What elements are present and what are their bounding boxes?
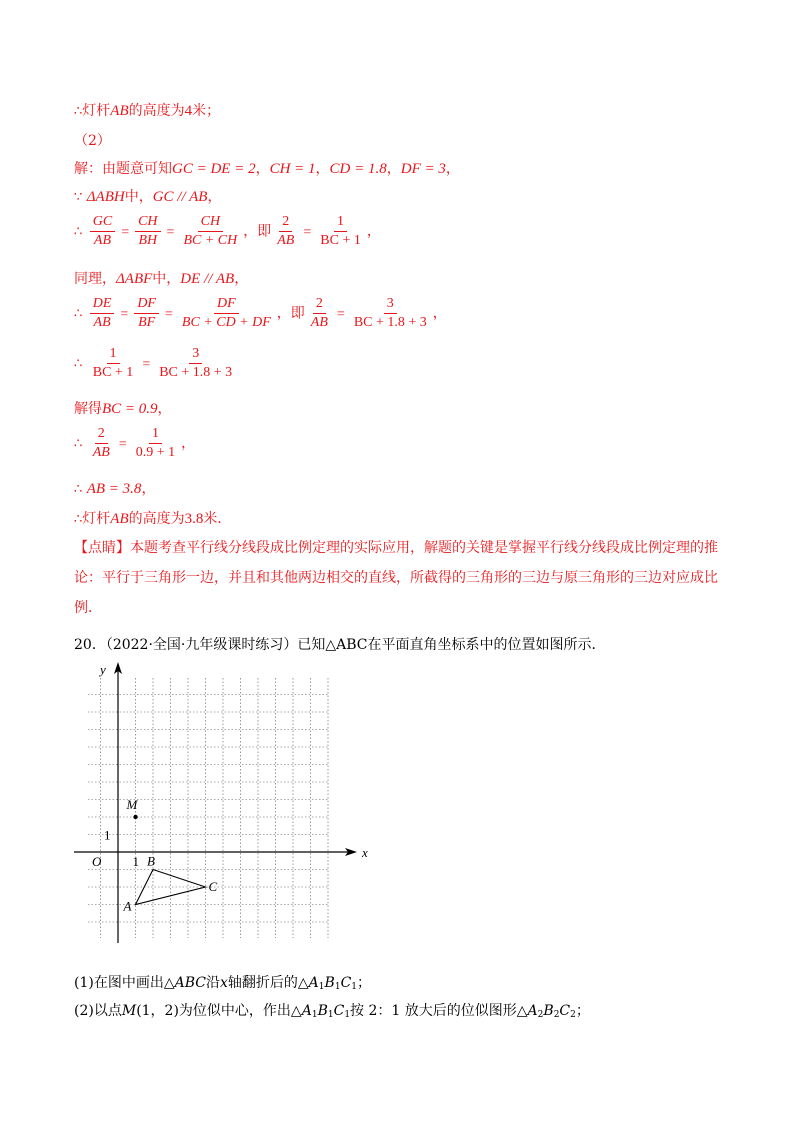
point-label-b: B bbox=[147, 853, 155, 869]
point-label-c: C bbox=[208, 879, 218, 894]
comment-paragraph: 【点睛】本题考查平行线分线段成比例定理的实际应用，解题的关键是掌握平行线分线段成比例定理的推论：平行于三角形一边，并且和其他两边相交的直线，所截得的三角形的三边与原三角形的三边对应成比例． bbox=[74, 540, 718, 616]
fraction: $\frac{DF}{BC + CD + DF}$ bbox=[181, 296, 271, 330]
fraction: $\frac{DE}{AB}$ bbox=[90, 296, 115, 331]
question-20-stem: 20．（2022·全国·九年级课时练习）已知△ABC在平面直角坐标系中的位置如图所示． bbox=[74, 637, 606, 653]
question-20-part-1: (1)在图中画出△ABC沿x轴翻折后的$\triangle A_1B_1C_1$； bbox=[74, 975, 372, 992]
ab-result: ∴ AB = 3.8， bbox=[74, 481, 156, 497]
fraction: $\frac{2}{AB}$ bbox=[277, 214, 295, 248]
parallel-statement-2: 同理，ΔABF中，DE // AB， bbox=[74, 271, 249, 287]
x-tick-label: 1 bbox=[132, 854, 139, 869]
x-axis-label: x bbox=[362, 845, 368, 860]
fraction: $\frac{1}{BC + 1}$ bbox=[92, 346, 134, 380]
point-m-dot bbox=[133, 815, 137, 819]
point-label-m: M bbox=[126, 797, 138, 812]
fraction: $\frac{GC}{AB}$ bbox=[90, 214, 115, 249]
solution-givens: 解：由题意可知GC = DE = 2，CH = 1，CD = 1.8，DF = 3， bbox=[74, 161, 460, 177]
part-2-label: （2） bbox=[74, 133, 111, 149]
y-tick-label: 1 bbox=[104, 827, 111, 843]
coordinate-grid-figure bbox=[66, 658, 376, 948]
fraction: $\frac{CH}{BH}$ bbox=[135, 214, 160, 249]
fraction: $\frac{2}{AB}$ bbox=[310, 296, 328, 330]
point-label-a: A bbox=[123, 898, 132, 914]
solve-bc: 解得BC = 0.9， bbox=[74, 401, 172, 417]
proportion-equation-1: ∴ $\frac{GC}{AB}$ = $\frac{CH}{BH}$ = $\frac{CH}{BC + CH}$ ，即 $\frac{2}{AB}$ = $\frac{1}{BC + 1}$ ， bbox=[74, 214, 381, 248]
question-20-part-2: (2)以点M(1，2)为位似中心，作出$\triangle A_1B_1C_1$按 2：1 放大后的位似图形$\triangle A_2B_2C_2$； bbox=[74, 1003, 590, 1020]
fraction: $\frac{3}{BC + 1.8 + 3}$ bbox=[353, 296, 427, 330]
fraction: $\frac{1}{0.9 + 1}$ bbox=[135, 426, 176, 460]
origin-label: O bbox=[92, 854, 102, 869]
coordinate-grid-svg bbox=[66, 658, 376, 948]
fraction: $\frac{DF}{BF}$ bbox=[134, 296, 159, 331]
fraction: $\frac{1}{BC + 1}$ bbox=[320, 214, 361, 248]
substitute-equation: ∴ $\frac{2}{AB}$ = $\frac{1}{0.9 + 1}$ ， bbox=[74, 426, 196, 460]
fraction: $\frac{2}{AB}$ bbox=[92, 426, 110, 460]
parallel-statement-1: ∵ ΔABH中，GC // AB， bbox=[74, 189, 222, 205]
proportion-equation-2: ∴ $\frac{DE}{AB}$ = $\frac{DF}{BF}$ = $\frac{DF}{BC + CD + DF}$ ，即 $\frac{2}{AB}$ = $\frac{3}{BC + 1.8 + 3}$ ， bbox=[74, 296, 447, 330]
fraction: $\frac{3}{BC + 1.8 + 3}$ bbox=[159, 346, 233, 380]
y-axis-label: y bbox=[100, 662, 106, 677]
fraction: $\frac{CH}{BC + CH}$ bbox=[183, 214, 238, 248]
answer-line-1: ∴灯杆AB的高度为4米； bbox=[74, 103, 221, 119]
combined-equation: ∴ $\frac{1}{BC + 1}$ = $\frac{3}{BC + 1.8 + 3}$ bbox=[74, 346, 238, 381]
final-answer: ∴灯杆AB的高度为3.8米． bbox=[74, 511, 232, 527]
